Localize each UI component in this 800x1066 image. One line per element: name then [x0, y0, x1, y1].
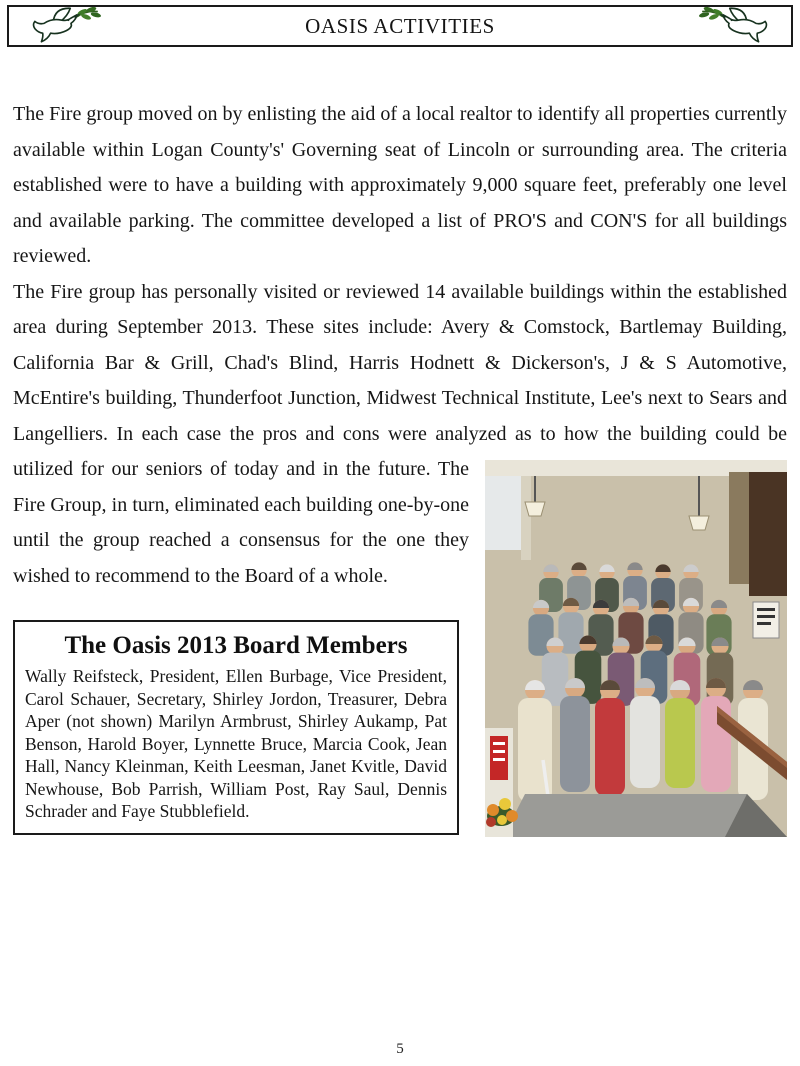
- page-header: [7, 5, 793, 47]
- article-body: [13, 97, 787, 847]
- page-number: 5: [396, 1041, 404, 1057]
- paragraph-2-text-after-photo: be utilized for our seniors of today and in the future. The Fire Group, in turn, eliminated each building one-by-one until the group reached a consensus for the one they wished to recommend to the Board of a whole.: [13, 422, 787, 587]
- board-members-list: Wally Reifsteck, President, Ellen Burbage, Vice President, Carol Schauer, Secretary, Shirley Jordon, Treasurer, Debra Aper (not shown) Marilyn Armbrust, Shirley Aukamp, Pat Benson, Harold Boyer, Lynnette Bruce, Marcia Cook, Jean Hall, Nancy Kleinman, Keith Leesman, Janet Kvitle, David Newhouse, Bob Parrish, William Post, Ray Saul, Dennis Schrader and Faye Stubblefield.: [25, 666, 447, 822]
- paragraph-buildings-reviewed: [13, 275, 787, 595]
- group-photo: [485, 460, 787, 837]
- dove-with-olive-branch-icon: [695, 6, 771, 46]
- board-members-box: [13, 620, 459, 835]
- page-title: OASIS ACTIVITIES: [305, 13, 495, 38]
- paragraph-2-text-before-photo: The Fire group has personally visited or reviewed 14 available buildings within the established area during September 2013. These sites include: Avery & Comstock, Bartlemay Building, California Bar & Grill, Chad's Blind, Harris Hodnett & Dickerson's, J & S Automotive, McEntire's building, Thunderfoot Junction, Midwest Technical Institute, Lee's next to Sears and Langelliers. In each case the pros and cons were analyzed as to how the building could: [13, 280, 787, 445]
- board-members-title: The Oasis 2013 Board Members: [64, 632, 408, 659]
- paragraph-fire-group-criteria: The Fire group moved on by enlisting the aid of a local realtor to identify all properties currently available within Logan County's' Governing seat of Lincoln or surrounding area. The criteria established were to have a building with approximately 9,000 square feet, preferably one level and available parking. The committee developed a list of PRO'S and CON'S for all buildings reviewed.: [13, 103, 787, 267]
- dove-with-olive-branch-icon: [29, 6, 105, 46]
